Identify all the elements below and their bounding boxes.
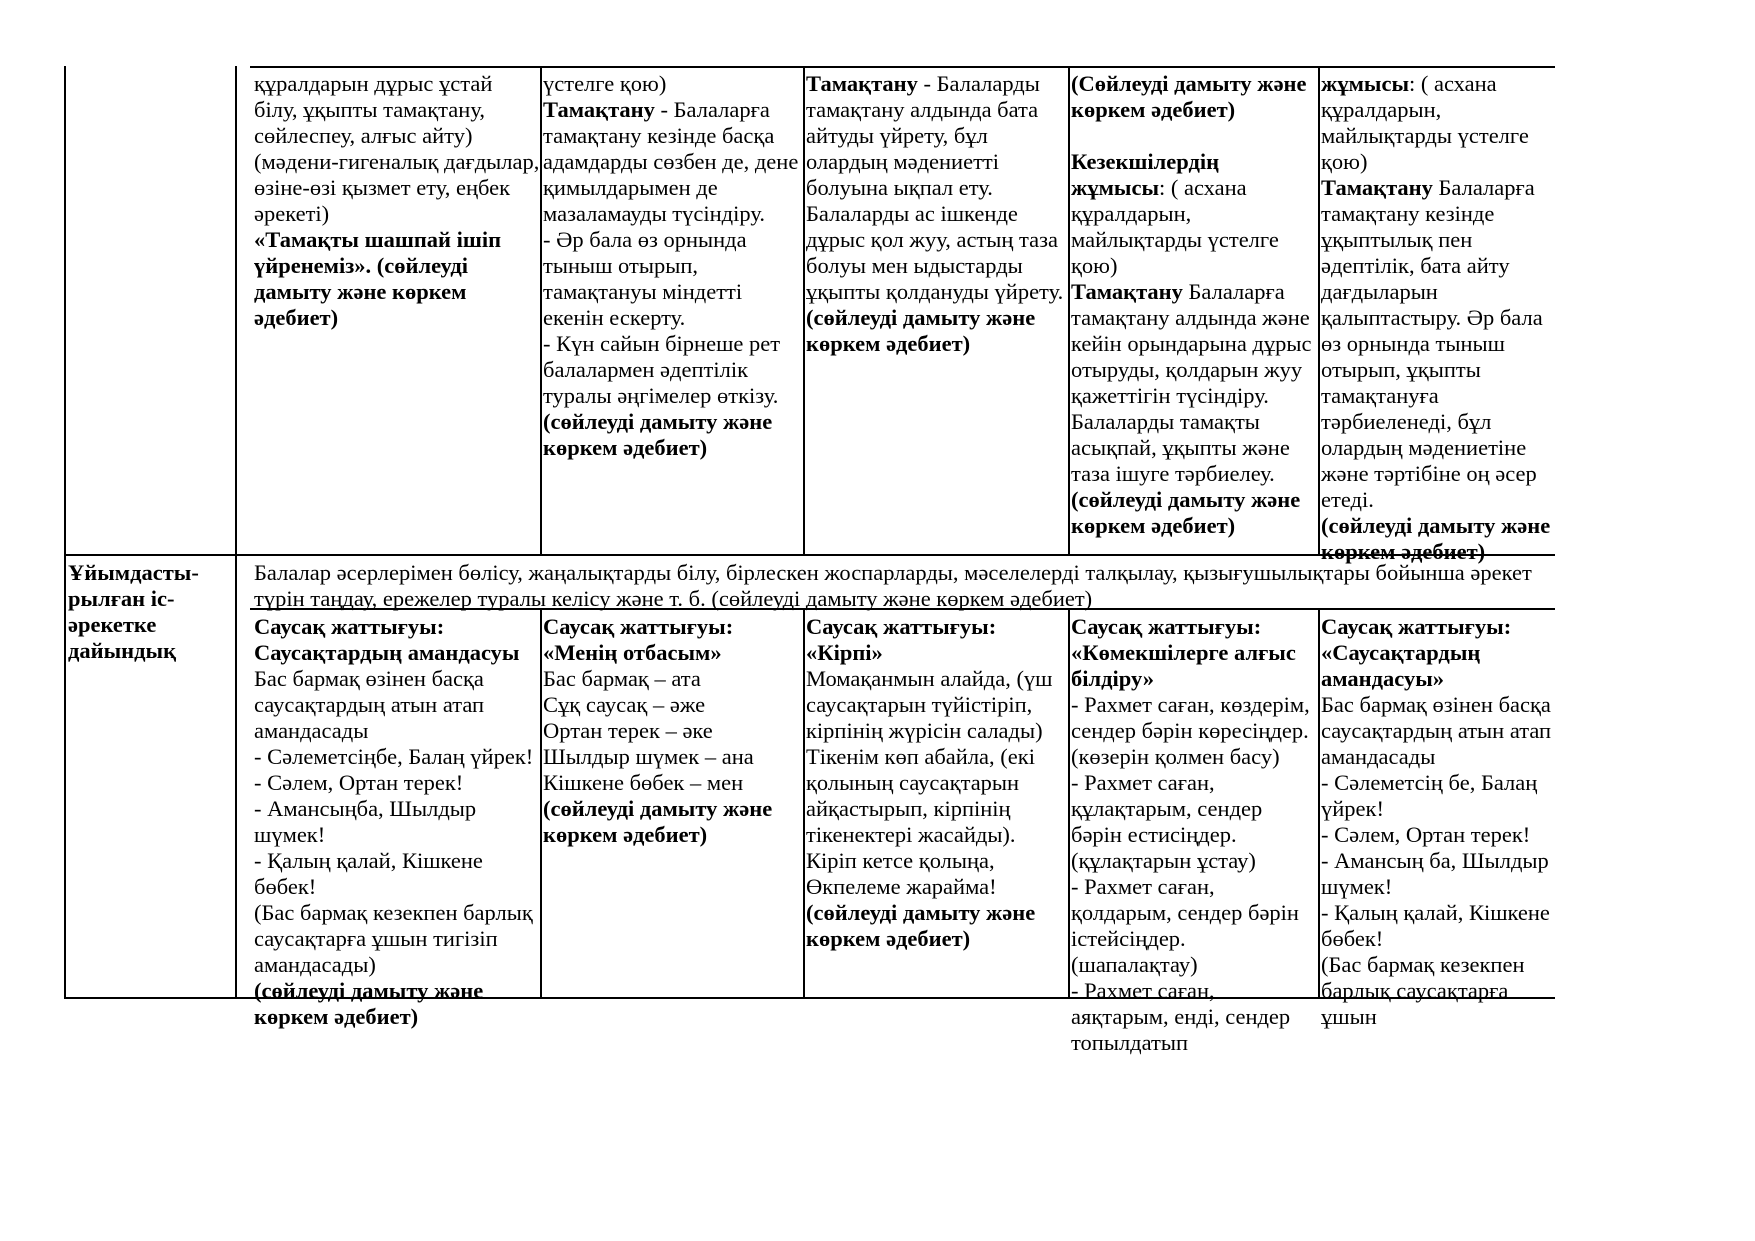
cell-paragraph (254, 227, 540, 331)
cell-text-run: құралдарын дұрыс ұстай білу, ұқыпты тамақтану, сөйлеспеу, алғыс айту) (мәдени-гигеналық дағдылар, өзіне-өзі қызмет ету, еңбек әрекеті) (254, 71, 540, 226)
cell-text-run: - Амансың ба, Шылдыр шүмек! (1321, 848, 1549, 899)
cell-paragraph (543, 614, 802, 640)
cell-paragraph (543, 718, 802, 744)
cell-paragraph (543, 97, 802, 227)
cell-text-run: «Тамақты шашпай ішіп үйренеміз». (сөйлеуді дамыту және көркем әдебиет) (254, 227, 502, 330)
cell-text-run: Балаларға тамақтану кезінде ұқыптылық пен әдептілік, бата айту дағдыларын қалыптастыру. Әр бала өз орнында тыныш отырып, ұқыпты тамақтануға тәрбиеленеді, бұл олардың мәдениетіне және тәртібіне оң әсер етеді. (1321, 175, 1543, 512)
cell-text-run: - Рахмет саған, көздерім, сендер бәрін көресіңдер. (көзерін қолмен басу) (1071, 692, 1310, 769)
cell-text-run: Кіріп кетсе қолыңа, (806, 848, 995, 873)
cell-text-run: - Сәлеметсің бе, Балаң үйрек! (1321, 770, 1538, 821)
cell-paragraph (1321, 822, 1553, 848)
cell-text-run: Саусақ жаттығуы: (806, 614, 997, 639)
cell-paragraph (1071, 279, 1317, 539)
cell-paragraph (1321, 770, 1553, 822)
cell-paragraph (254, 71, 540, 227)
cell-paragraph (806, 614, 1067, 640)
cell-text-run: (сөйлеуді дамыту және көркем әдебиет) (1321, 513, 1551, 564)
cell-paragraph (1071, 770, 1317, 874)
cell-text-run: - Амансыңба, Шылдыр шүмек! (254, 796, 477, 847)
cell-text-run: - Сәлеметсіңбе, Балаң үйрек! (254, 744, 534, 769)
cell-text-run: Кішкене бөбек – мен (543, 770, 744, 795)
finger-exercise-tuesday (541, 611, 804, 997)
finger-exercise-monday (252, 611, 542, 1029)
cell-text-run: Бас бармақ өзінен басқа саусақтардың атын атап амандасады (1321, 692, 1552, 769)
cell-text-run: Бас бармақ – ата (543, 666, 701, 691)
cell-text-run: - Қалың қалай, Кішкене бөбек! (1321, 900, 1550, 951)
cell-text-run: (сөйлеуді дамыту және көркем әдебиет) (806, 305, 1036, 356)
cell-text-run: Балаларға тамақтану алдында және кейін орындарына дұрыс отыруды, қолдарын жуу қажеттігін түсіндіру. Балаларды тамақты асықпай, ұқыпты және таза ішуге тәрбиелеу. (1071, 279, 1312, 486)
cell-paragraph (1071, 640, 1317, 692)
cell-text-run: : ( асхана құралдарын, майлықтарды үстелге қою) (1321, 71, 1529, 174)
cell-text-run: - Рахмет саған, аяқтарым, енді, сендер топылдатып (1071, 978, 1291, 1055)
cell-paragraph (1071, 874, 1317, 978)
cell-paragraph (806, 900, 1067, 952)
meal-cell-monday (252, 68, 542, 554)
cell-text-run: үстелге қою) (543, 71, 667, 96)
cell-text-run: Саусақ жаттығуы: (1071, 614, 1262, 639)
cell-text-run: (сөйлеуді дамыту және көркем әдебиет) (806, 900, 1036, 951)
cell-text-run: - Сәлем, Ортан терек! (254, 770, 464, 795)
cell-paragraph (1321, 848, 1553, 900)
cell-paragraph (1071, 149, 1317, 279)
cell-paragraph (543, 640, 802, 666)
cell-text-run: - Әр бала өз орнында тыныш отырып, тамақтануы міндетті екенін ескерту. (543, 227, 747, 330)
cell-paragraph (254, 900, 540, 978)
cell-text-run: Саусақ жаттығуы: (543, 614, 734, 639)
section-intro: Балалар әсерлерімен бөлісу, жаңалықтарды білу, бірлескен жоспарларды, мәселелерді талқылау, қызығушылықтары бойынша әрекет түрін таңдау, ережелер туралы келісу және т. б. (сөйлеуді дамыту және көркем әдебиет) (254, 560, 1532, 611)
cell-text-run: Ортан терек – әке (543, 718, 713, 743)
cell-text-run: Тікенім көп абайла, (екі қолының саусақтарын айқастырып, кірпінің тікенектері жасайды). (806, 744, 1035, 847)
cell-text-run: Кезекшілердің жұмысы (1071, 149, 1220, 200)
cell-text-run: жұмысы (1321, 71, 1410, 96)
cell-paragraph (1321, 640, 1553, 692)
cell-paragraph (1321, 952, 1553, 1030)
cell-paragraph (1321, 71, 1553, 175)
cell-paragraph (254, 640, 540, 666)
finger-exercise-thursday (1069, 611, 1319, 1055)
meal-cell-friday (1319, 68, 1555, 564)
cell-text-run: (сөйлеуді дамыту және көркем әдебиет) (543, 796, 773, 847)
cell-text-run: - Рахмет саған, құлақтарым, сендер бәрін естисіңдер. (құлақтарын ұстау) (1071, 770, 1263, 873)
cell-paragraph (806, 666, 1067, 744)
cell-paragraph (806, 305, 1067, 357)
cell-paragraph (543, 71, 802, 97)
cell-text-run: Шылдыр шүмек – ана (543, 744, 754, 769)
cell-paragraph (254, 744, 540, 770)
cell-paragraph (254, 848, 540, 900)
cell-text-run: Момақанмын алайда, (үш саусақтарын түйістіріп, кірпінің жүрісін салады) (806, 666, 1053, 743)
cell-text-run: (сөйлеуді дамыту және көркем әдебиет) (1071, 487, 1301, 538)
cell-text-run: (Бас бармақ кезекпен барлық саусақтарға ұшын тигізіп амандасады) (254, 900, 533, 977)
cell-text-run: (Сөйлеуді дамыту және көркем әдебиет) (1071, 71, 1307, 122)
cell-paragraph (806, 848, 1067, 874)
left-border (64, 66, 66, 999)
cell-paragraph (1071, 123, 1317, 149)
cell-text-run: «Кірпі» (806, 640, 883, 665)
cell-text-run: - Күн сайын бірнеше рет балалармен әдептілік туралы әңгімелер өткізу. (543, 331, 781, 408)
cell-text-run: - Рахмет саған, қолдарым, сендер бәрін істейсіңдер. (шапалақтау) (1071, 874, 1299, 977)
cell-paragraph (806, 71, 1067, 305)
cell-paragraph (1071, 71, 1317, 123)
cell-text-run: (Бас бармақ кезекпен барлық саусақтарға ұшын (1321, 952, 1525, 1029)
cell-text-run: «Менің отбасым» (543, 640, 722, 665)
finger-exercise-wednesday (804, 611, 1069, 997)
cell-text-run: - Балаларды тамақтану алдында бата айтуды үйрету, бұл олардың мәдениетті болуына ықпал ету. Балаларды ас ішкенде дұрыс қол жуу, астың таза болуы мен ыдыстарды ұқыпты қолдануды үйрету. (806, 71, 1064, 304)
cell-text-run: Тамақтану (543, 97, 655, 122)
cell-paragraph (1321, 692, 1553, 770)
cell-text-run: - Балаларға тамақтану кезінде басқа адамдарды сөзбен де, дене қимылдарымен де мазаламауды түсіндіру. (543, 97, 799, 226)
cell-paragraph (254, 796, 540, 848)
cell-text-run: (сөйлеуді дамыту және көркем әдебиет) (254, 978, 484, 1029)
cell-text-run: Саусақтардың амандасуы (254, 640, 520, 665)
cell-paragraph (1071, 692, 1317, 770)
cell-text-run: «Саусақтардың амандасуы» (1321, 640, 1481, 691)
cell-paragraph (543, 770, 802, 796)
cell-text-run: Саусақ жаттығуы: (254, 614, 445, 639)
cell-paragraph (543, 227, 802, 331)
cell-paragraph (543, 666, 802, 692)
cell-paragraph (806, 874, 1067, 900)
meal-cell-thursday (1069, 68, 1319, 554)
cell-paragraph (1321, 614, 1553, 640)
cell-text-run: - Сәлем, Ортан терек! (1321, 822, 1531, 847)
cell-paragraph (543, 331, 802, 461)
cell-text-run: Сұқ саусақ – әже (543, 692, 706, 717)
cell-text-run: - Қалың қалай, Кішкене бөбек! (254, 848, 483, 899)
cell-paragraph (1071, 614, 1317, 640)
label-column-divider (235, 66, 237, 999)
cell-paragraph (254, 770, 540, 796)
cell-paragraph (254, 666, 540, 744)
cell-paragraph (254, 978, 540, 1030)
cell-text-run: «Көмекшілерге алғыс білдіру» (1071, 640, 1296, 691)
cell-text-run: Саусақ жаттығуы: (1321, 614, 1512, 639)
cell-text-run: Тамақтану (1071, 279, 1183, 304)
cell-paragraph (254, 614, 540, 640)
section-label: Ұйымдасты-рылған іс-әрекетке дайындық (68, 560, 199, 663)
meal-cell-wednesday (804, 68, 1069, 554)
meal-cell-tuesday (541, 68, 804, 554)
cell-paragraph (1321, 900, 1553, 952)
finger-exercise-friday (1319, 611, 1555, 1029)
cell-paragraph (543, 692, 802, 718)
cell-paragraph (543, 796, 802, 848)
cell-text-run: Өкпелеме жарайма! (806, 874, 997, 899)
cell-paragraph (1071, 978, 1317, 1056)
cell-text-run: Тамақтану (806, 71, 918, 96)
cell-paragraph (806, 640, 1067, 666)
cell-paragraph (806, 744, 1067, 848)
cell-text-run: (сөйлеуді дамыту және көркем әдебиет) (543, 409, 773, 460)
cell-paragraph (1321, 175, 1553, 513)
cell-text-run: Тамақтану (1321, 175, 1433, 200)
cell-text-run: : ( асхана құралдарын, майлықтарды үстелге қою) (1071, 175, 1279, 278)
cell-text-run: Бас бармақ өзінен басқа саусақтардың атын атап амандасады (254, 666, 485, 743)
cell-paragraph (543, 744, 802, 770)
